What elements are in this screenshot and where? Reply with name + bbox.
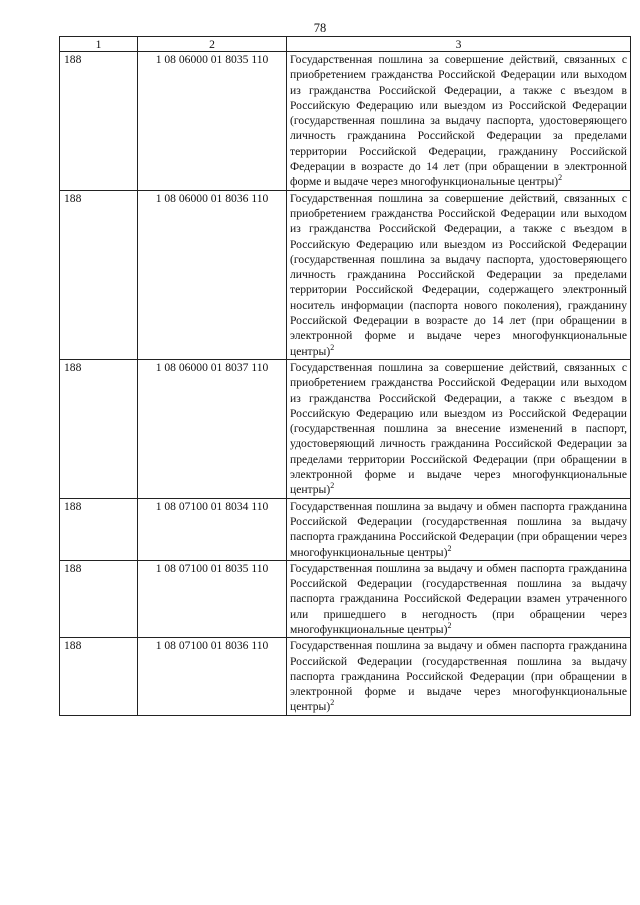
description-text: Государственная пошлина за совершение действий, связанных с приобретением гражданства Российской Федерации или выходом из гражданства Российской Федерации, а также с въездом в Российскую Федерацию или выездом из Российской Федерации (государственная пошлина за выдачу паспорта, удостоверяющего личность гражданина Российской Федерации за пределами территории Российской Федерации, гражданину Российской Федерации в возрасте до 14 лет (при обращении в электронной форме и выдаче через многофункциональные центры) bbox=[290, 53, 627, 189]
table-row bbox=[60, 52, 631, 191]
description-text: Государственная пошлина за выдачу и обмен паспорта гражданина Российской Федерации (государственная пошлина за выдачу паспорта гражданина Российской Федерации (при обращении через многофункциональные центры) bbox=[290, 499, 627, 559]
kbk-code-cell: 1 08 07100 01 8035 110 bbox=[138, 560, 287, 637]
description-text: Государственная пошлина за выдачу и обмен паспорта гражданина Российской Федерации (государственная пошлина за выдачу паспорта гражданина Российской Федерации (при обращении в электронной форме и выдаче через многофункциональные центры) bbox=[290, 639, 627, 714]
column-number-1: 1 bbox=[60, 37, 138, 52]
description-cell bbox=[287, 190, 631, 359]
footnote-marker: 2 bbox=[447, 543, 452, 553]
footnote-marker: 2 bbox=[330, 342, 335, 352]
kbk-code-cell: 1 08 06000 01 8036 110 bbox=[138, 190, 287, 359]
kbk-code-cell: 1 08 06000 01 8035 110 bbox=[138, 52, 287, 191]
footnote-marker: 2 bbox=[447, 621, 452, 631]
footnote-marker: 2 bbox=[330, 481, 335, 491]
income-codes-table bbox=[59, 36, 631, 716]
column-number-row bbox=[60, 37, 631, 52]
kbk-code-cell: 1 08 07100 01 8036 110 bbox=[138, 638, 287, 715]
description-cell bbox=[287, 638, 631, 715]
description-text: Государственная пошлина за выдачу и обмен паспорта гражданина Российской Федерации (государственная пошлина за выдачу паспорта гражданина Российской Федерации взамен утраченного или пришедшего в негодность (при обращении через многофункциональные центры) bbox=[290, 561, 627, 636]
admin-code-cell: 188 bbox=[60, 359, 138, 498]
footnote-marker: 2 bbox=[558, 173, 563, 183]
column-number-2: 2 bbox=[138, 37, 287, 52]
description-text: Государственная пошлина за совершение действий, связанных с приобретением гражданства Российской Федерации или выходом из гражданства Российской Федерации, а также с въездом в Российскую Федерацию или выездом из Российской Федерации (государственная пошлина за выдачу паспорта, удостоверяющего личность гражданина Российской Федерации за пределами территории Российской Федерации, содержащего электронный носитель информации (паспорта нового поколения), гражданину Российской Федерации в возрасте до 14 лет (при обращении в электронной форме и выдаче через многофункциональные центры) bbox=[290, 191, 627, 358]
description-cell bbox=[287, 560, 631, 637]
column-number-3: 3 bbox=[287, 37, 631, 52]
admin-code-cell: 188 bbox=[60, 638, 138, 715]
admin-code-cell: 188 bbox=[60, 560, 138, 637]
page-number: 78 bbox=[313, 21, 327, 35]
description-cell bbox=[287, 359, 631, 498]
admin-code-cell: 188 bbox=[60, 190, 138, 359]
table-row bbox=[60, 498, 631, 560]
table-row bbox=[60, 560, 631, 637]
description-cell bbox=[287, 52, 631, 191]
kbk-code-cell: 1 08 06000 01 8037 110 bbox=[138, 359, 287, 498]
kbk-code-cell: 1 08 07100 01 8034 110 bbox=[138, 498, 287, 560]
table-row bbox=[60, 638, 631, 715]
description-cell bbox=[287, 498, 631, 560]
description-text: Государственная пошлина за совершение действий, связанных с приобретением гражданства Российской Федерации или выходом из гражданства Российской Федерации, а также с въездом в Российскую Федерацию или выездом из Российской Федерации (государственная пошлина за внесение изменений в паспорт, удостоверяющий личность гражданина Российской Федерации за пределами территории Российской Федерации (при обращении в электронной форме и выдаче через многофункциональные центры) bbox=[290, 360, 627, 497]
admin-code-cell: 188 bbox=[60, 52, 138, 191]
admin-code-cell: 188 bbox=[60, 498, 138, 560]
table-row bbox=[60, 190, 631, 359]
table-row bbox=[60, 359, 631, 498]
footnote-marker: 2 bbox=[330, 698, 335, 708]
